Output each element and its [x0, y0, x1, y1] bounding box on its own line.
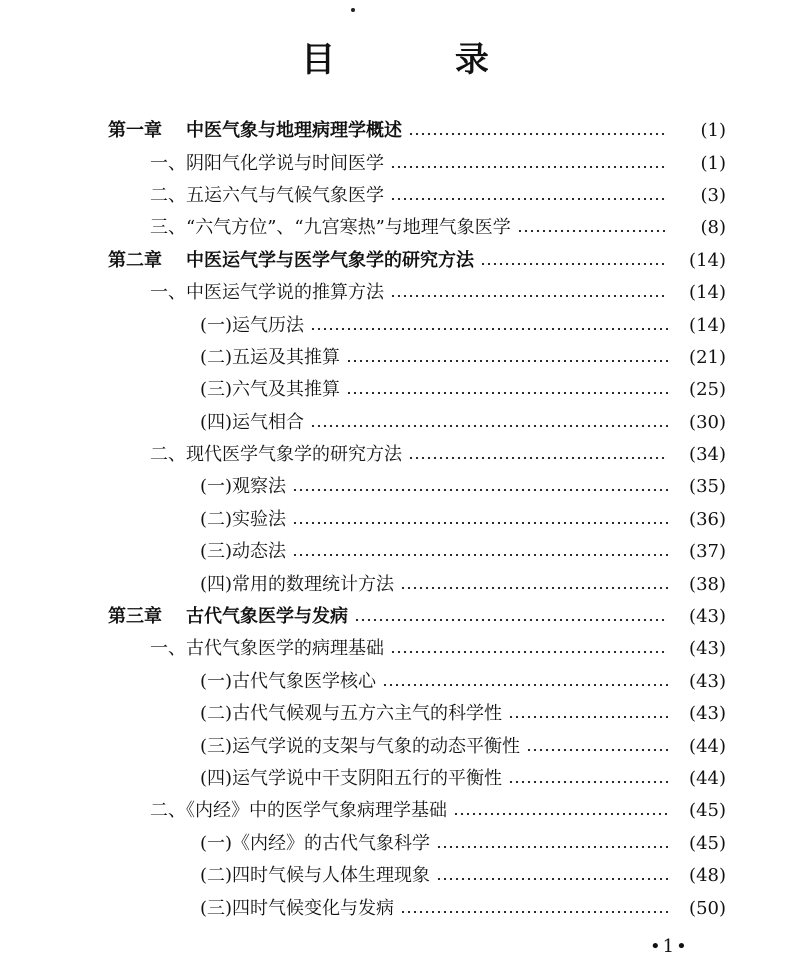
toc-entry-label: (三)四时气候变化与发病 [200, 897, 395, 919]
toc-page-number: (1) [700, 152, 726, 174]
toc-entry-label: 一、古代气象医学的病理基础 [150, 638, 384, 660]
toc-subsection-row [0, 892, 804, 924]
dot-leader [346, 360, 668, 362]
toc-subsection-row [0, 309, 804, 341]
toc-entry-label: (一)《内经》的古代气象科学 [200, 832, 431, 854]
dot-leader [346, 392, 668, 394]
toc-subsection-row [0, 666, 804, 698]
dot-leader [453, 813, 668, 815]
toc-subsection-row [0, 763, 804, 795]
toc-chapter-row [0, 115, 804, 147]
toc-page-number: (14) [689, 314, 726, 336]
dot-leader [292, 554, 668, 556]
toc-page-number: (43) [689, 670, 726, 692]
toc-page-number: (14) [689, 282, 726, 304]
toc-page-number: (48) [689, 865, 726, 887]
toc-subsection-row [0, 568, 804, 600]
chapter-title: 古代气象医学与发病 [186, 606, 348, 628]
toc-entry-label [108, 249, 474, 271]
toc-entry-label: (二)古代气候观与五方六主气的科学性 [200, 703, 503, 725]
toc-section-row [0, 212, 804, 244]
toc-entry-label: (三)六气及其推算 [200, 379, 341, 401]
toc-page-number: (45) [689, 832, 726, 854]
print-speck [351, 8, 355, 12]
toc-entry-label: (四)运气学说中干支阴阳五行的平衡性 [200, 768, 503, 789]
toc-page-number: (44) [689, 735, 726, 757]
dot-leader [508, 716, 668, 718]
page-number: •1• [650, 936, 689, 957]
dot-leader [480, 263, 668, 265]
chapter-title: 中医气象与地理病理学概述 [186, 120, 402, 142]
dot-leader [400, 911, 668, 913]
toc-entry-label [108, 122, 402, 140]
toc-page-number: (43) [689, 638, 726, 660]
toc-chapter-row [0, 245, 804, 277]
toc-subsection-row [0, 504, 804, 536]
dot-leader [436, 878, 668, 880]
toc-entry-label: (四)常用的数理统计方法 [200, 573, 395, 595]
toc-page-number: (45) [689, 800, 726, 822]
toc-entry-label: 二、《内经》中的医学气象病理学基础 [150, 800, 447, 822]
toc-subsection-row [0, 828, 804, 860]
toc-entry-label: (三)运气学说的支架与气象的动态平衡性 [200, 735, 521, 757]
toc-page-number: (34) [689, 444, 726, 466]
toc-subsection-row [0, 536, 804, 568]
chapter-number: 第三章 [108, 606, 162, 628]
toc-entry-label: (四)运气相合 [200, 411, 305, 433]
toc-entry-label: (三)动态法 [200, 541, 287, 563]
toc-page-number: (50) [689, 897, 726, 919]
dot-leader [508, 781, 668, 783]
dot-leader [390, 651, 668, 653]
toc-page-number: (43) [689, 703, 726, 725]
dot-leader [382, 684, 668, 686]
toc-page-number: (14) [689, 249, 726, 271]
toc-page-number: (44) [689, 768, 726, 789]
toc-subsection-row [0, 471, 804, 503]
toc-page-number: (38) [689, 573, 726, 595]
toc-page-number: (21) [689, 346, 726, 368]
dot-leader [408, 133, 668, 135]
toc-page-number: (3) [700, 184, 726, 206]
toc-section-row [0, 439, 804, 471]
dot-leader [526, 749, 668, 751]
toc-entry-label: (一)观察法 [200, 476, 287, 498]
page-title: 目 录 [301, 40, 543, 80]
toc-page-number: (30) [689, 411, 726, 433]
toc-entry-label: (一)古代气象医学核心 [200, 670, 377, 692]
toc-page-number: (43) [689, 606, 726, 628]
dot-leader [310, 328, 668, 330]
toc-entry-label: 二、现代医学气象学的研究方法 [150, 444, 402, 466]
toc-page-number: (36) [689, 508, 726, 530]
dot-leader [292, 522, 668, 524]
dot-leader [390, 198, 668, 200]
dot-leader [436, 846, 668, 848]
toc-entry-label: 一、阴阳气化学说与时间医学 [150, 152, 384, 174]
toc-entry-label: (二)五运及其推算 [200, 346, 341, 368]
toc-subsection-row [0, 730, 804, 762]
dot-leader [390, 166, 668, 168]
dot-leader [310, 425, 668, 427]
toc-subsection-row [0, 374, 804, 406]
toc-section-row [0, 633, 804, 665]
toc-subsection-row [0, 698, 804, 730]
toc-page-number: (35) [689, 476, 726, 498]
chapter-title: 中医运气学与医学气象学的研究方法 [186, 249, 474, 271]
chapter-number: 第二章 [108, 249, 162, 271]
toc-entry-label [108, 608, 348, 626]
toc-page-number: (37) [689, 541, 726, 563]
toc-subsection-row [0, 342, 804, 374]
toc-chapter-row [0, 601, 804, 633]
toc-entry-label: 三、“六气方位”、“九宫寒热”与地理气象医学 [150, 217, 511, 239]
table-of-contents [0, 115, 804, 925]
dot-leader [390, 295, 668, 297]
toc-section-row [0, 147, 804, 179]
dot-leader [517, 230, 668, 232]
dot-leader [408, 457, 668, 459]
chapter-number: 第一章 [108, 120, 162, 142]
toc-page-number: (8) [700, 217, 726, 239]
dot-leader [354, 619, 668, 621]
toc-section-row [0, 180, 804, 212]
toc-page-number: (1) [700, 120, 726, 142]
dot-leader [292, 489, 668, 491]
toc-subsection-row [0, 407, 804, 439]
toc-entry-label: (二)四时气候与人体生理现象 [200, 865, 431, 887]
toc-section-row [0, 795, 804, 827]
toc-entry-label: 二、五运六气与气候气象医学 [150, 184, 384, 206]
toc-subsection-row [0, 860, 804, 892]
toc-entry-label: 一、中医运气学说的推算方法 [150, 282, 384, 304]
toc-entry-label: (一)运气历法 [200, 314, 305, 336]
toc-page-number: (25) [689, 379, 726, 401]
toc-entry-label: (二)实验法 [200, 508, 287, 530]
toc-section-row [0, 277, 804, 309]
dot-leader [400, 587, 668, 589]
